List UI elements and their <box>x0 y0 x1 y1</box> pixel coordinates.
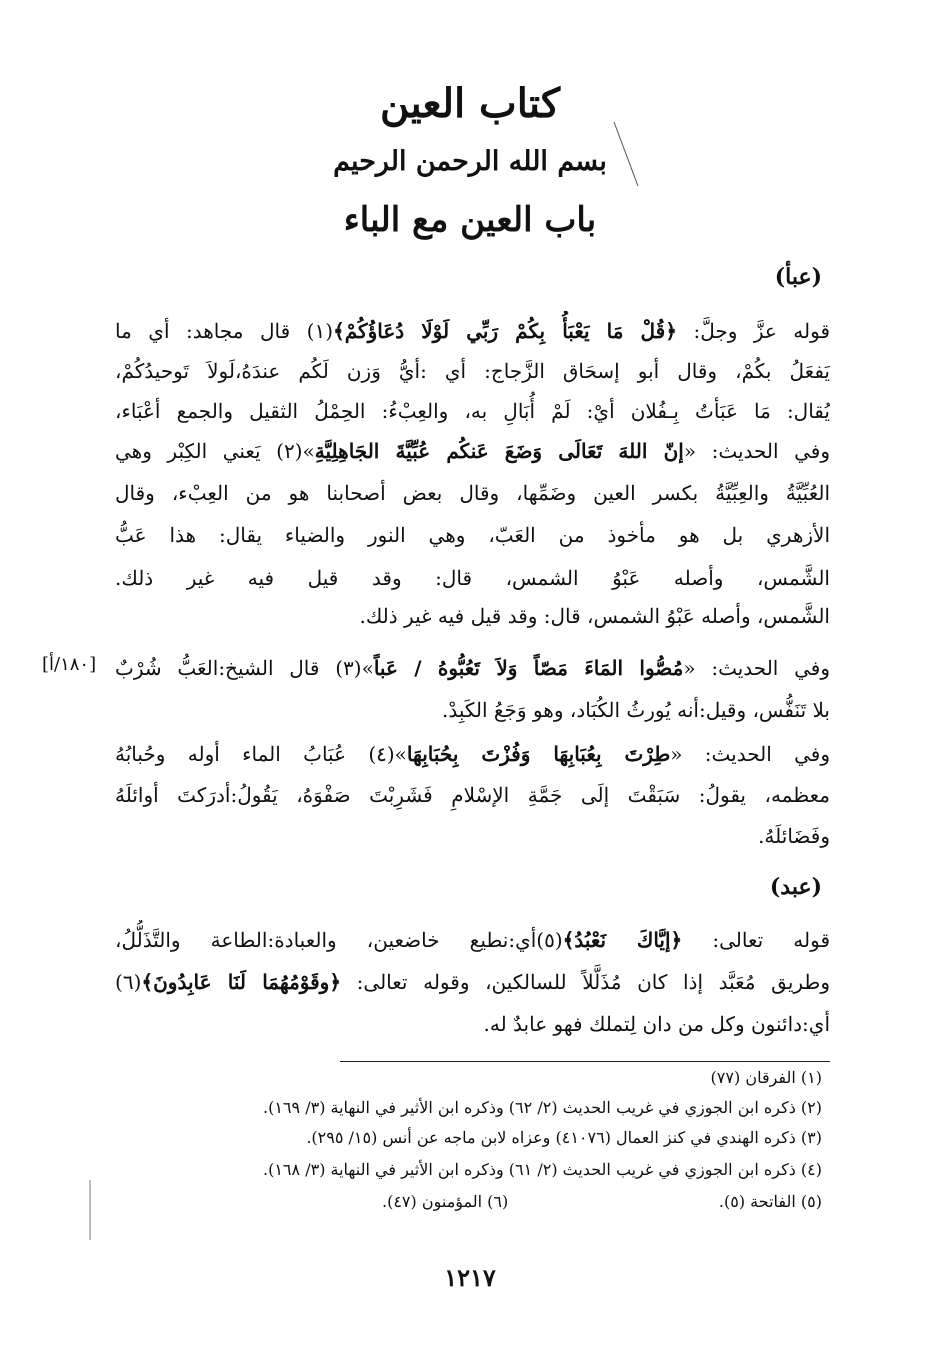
text-line <box>115 648 830 688</box>
chapter-title: باب العين مع الباء <box>343 200 597 240</box>
line-text: وفي الحديث: « <box>683 439 830 463</box>
line-text: »(٣) قال الشيخ:العَبُّ شُرْبٌ <box>115 656 374 680</box>
text-line <box>115 311 830 351</box>
line-text: (١) قال مجاهد: أي ما <box>115 319 334 343</box>
text-line <box>115 920 830 960</box>
scan-stroke-mark <box>612 120 642 190</box>
text-line: يُقال: مَا عَبَأتُ بِـفُلان أيْ: لَمْ أُبَالِ به، والعِبْءُ: الحِمْلُ الثقيل والجمع أعْبَاء، <box>115 399 830 423</box>
footnote-text: (٥) الفاتحة (٥). <box>718 1192 822 1211</box>
page-number: ١٢١٧ <box>444 1263 496 1292</box>
text-line: بلا تَنَفُّس، وقيل:أنه يُورثُ الكُبَاد، وهو وَجَعُ الكَبِدْ. <box>441 698 830 722</box>
text-line: العُبِّيَّةُ والعِبِّيَّةُ بكسر العين وضَمِّها، وقال بعض أصحابنا هو من العِبْء، وقال <box>115 481 830 505</box>
text-line: وفَضَائلَهُ. <box>758 824 830 848</box>
hadith-quote: مُصُّوا المَاءَ مَصّاً وَلاَ تَعُبُّوهُ / عَباً <box>373 656 684 680</box>
line-text: قوله عزَّ وجلَّ: <box>676 319 830 343</box>
section-heading-abd: (عبد) <box>769 874 822 900</box>
footnote: (١) الفرقان (٧٧) <box>710 1068 822 1087</box>
text-line: الأزهري بل هو مأخوذ من العَبّ، وهي النور والضياء يقال: هذا عَبُّ <box>115 523 830 547</box>
footnote: (٣) ذكره الهندي في كنز العمال (٤١٠٧٦) وعزاه لابن ماجه عن أنس (١٥/ ٢٩٥). <box>306 1128 822 1147</box>
quran-quote: ﴿قُلْ مَا يَعْبَأُ بِكُمْ رَبِّي لَوْلَا دُعَاؤُكُمْ﴾ <box>333 319 677 343</box>
text-line <box>115 734 830 774</box>
line-text: »(٢) يَعني الكِبْر وهي <box>115 439 315 463</box>
line-text: وفي الحديث: « <box>683 656 830 680</box>
footnote-divider <box>340 1061 830 1062</box>
line-text: وطريق مُعَبَّد إذا كان مُذَلَّلاً للسالكين، وقوله تعالى: <box>341 970 830 994</box>
line-text: »(٤) عُبَابُ الماء أوله وحُبابُهُ <box>115 742 407 766</box>
text-line: الشَّمس، وأصله عَبْوُ الشمس، قال: وقد قيل فيه غير ذلك. <box>359 604 830 628</box>
scan-edge-mark <box>88 1180 92 1240</box>
book-title: كتاب العين <box>380 80 560 127</box>
footnote: (٢) ذكره ابن الجوزي في غريب الحديث (٢/ ٦٢) وذكره ابن الأثير في النهاية (٣/ ١٦٩). <box>263 1098 822 1117</box>
line-text: وفي الحديث: « <box>670 742 830 766</box>
text-line: أي:دائنون وكل من دان لِتملك فهو عابدٌ له. <box>483 1012 830 1036</box>
section-heading-abaa: (عبأ) <box>774 264 822 290</box>
line-text: (٥)أي:نطيع خاضعين، والعبادة:الطاعة والتَّذَلُّلُ، <box>115 928 563 952</box>
text-line <box>115 962 830 1002</box>
quran-quote: ﴿وقَوْمُهُمَا لَنَا عَابِدُونَ﴾ <box>141 970 342 994</box>
text-line: الشَّمس، وأصله عَبْوُ الشمس، قال: وقد قيل فيه غير ذلك. <box>115 566 830 590</box>
hadith-quote: طِرْتَ بِعُبَابِهَا وَفُزْتَ بِحُبَابِهَا <box>406 742 671 766</box>
text-line <box>115 431 830 471</box>
text-line: يَفعَلُ بكُمْ، وقال أبو إسحَاق الزَّجاج: أي :أيُّ وَزن لَكُم عندَهُ،لَولاَ تَوحيدُكُمْ، <box>115 359 830 383</box>
basmala: بسم الله الرحمن الرحيم <box>333 146 607 177</box>
footnote-text: (٦) المؤمنون (٤٧). <box>382 1192 509 1211</box>
line-text: قوله تعالى: <box>682 928 830 952</box>
margin-folio-reference: [١٨٠/أ] <box>42 654 97 675</box>
text-line: معظمه، يقولُ: سَبَقْتَ إلَى جَمَّةِ الإسْلامِ فَشَرِبْتَ صَفْوَهُ، يَقُولُ:أدرَكتَ أوائلَهُ <box>115 783 830 807</box>
footnote: (٤) ذكره ابن الجوزي في غريب الحديث (٢/ ٦١) وذكره ابن الأثير في النهاية (٣/ ١٦٨). <box>263 1160 822 1179</box>
footnote <box>102 1188 822 1216</box>
line-text: (٦) <box>115 970 142 994</box>
quran-quote: ﴿إيَّاكَ نَعْبُدُ﴾ <box>562 928 683 952</box>
hadith-quote: إنّ اللهَ تَعَالَى وَضَعَ عَنكُم عُبِّيَّةَ الجَاهِلِيَّةِ <box>314 439 684 463</box>
